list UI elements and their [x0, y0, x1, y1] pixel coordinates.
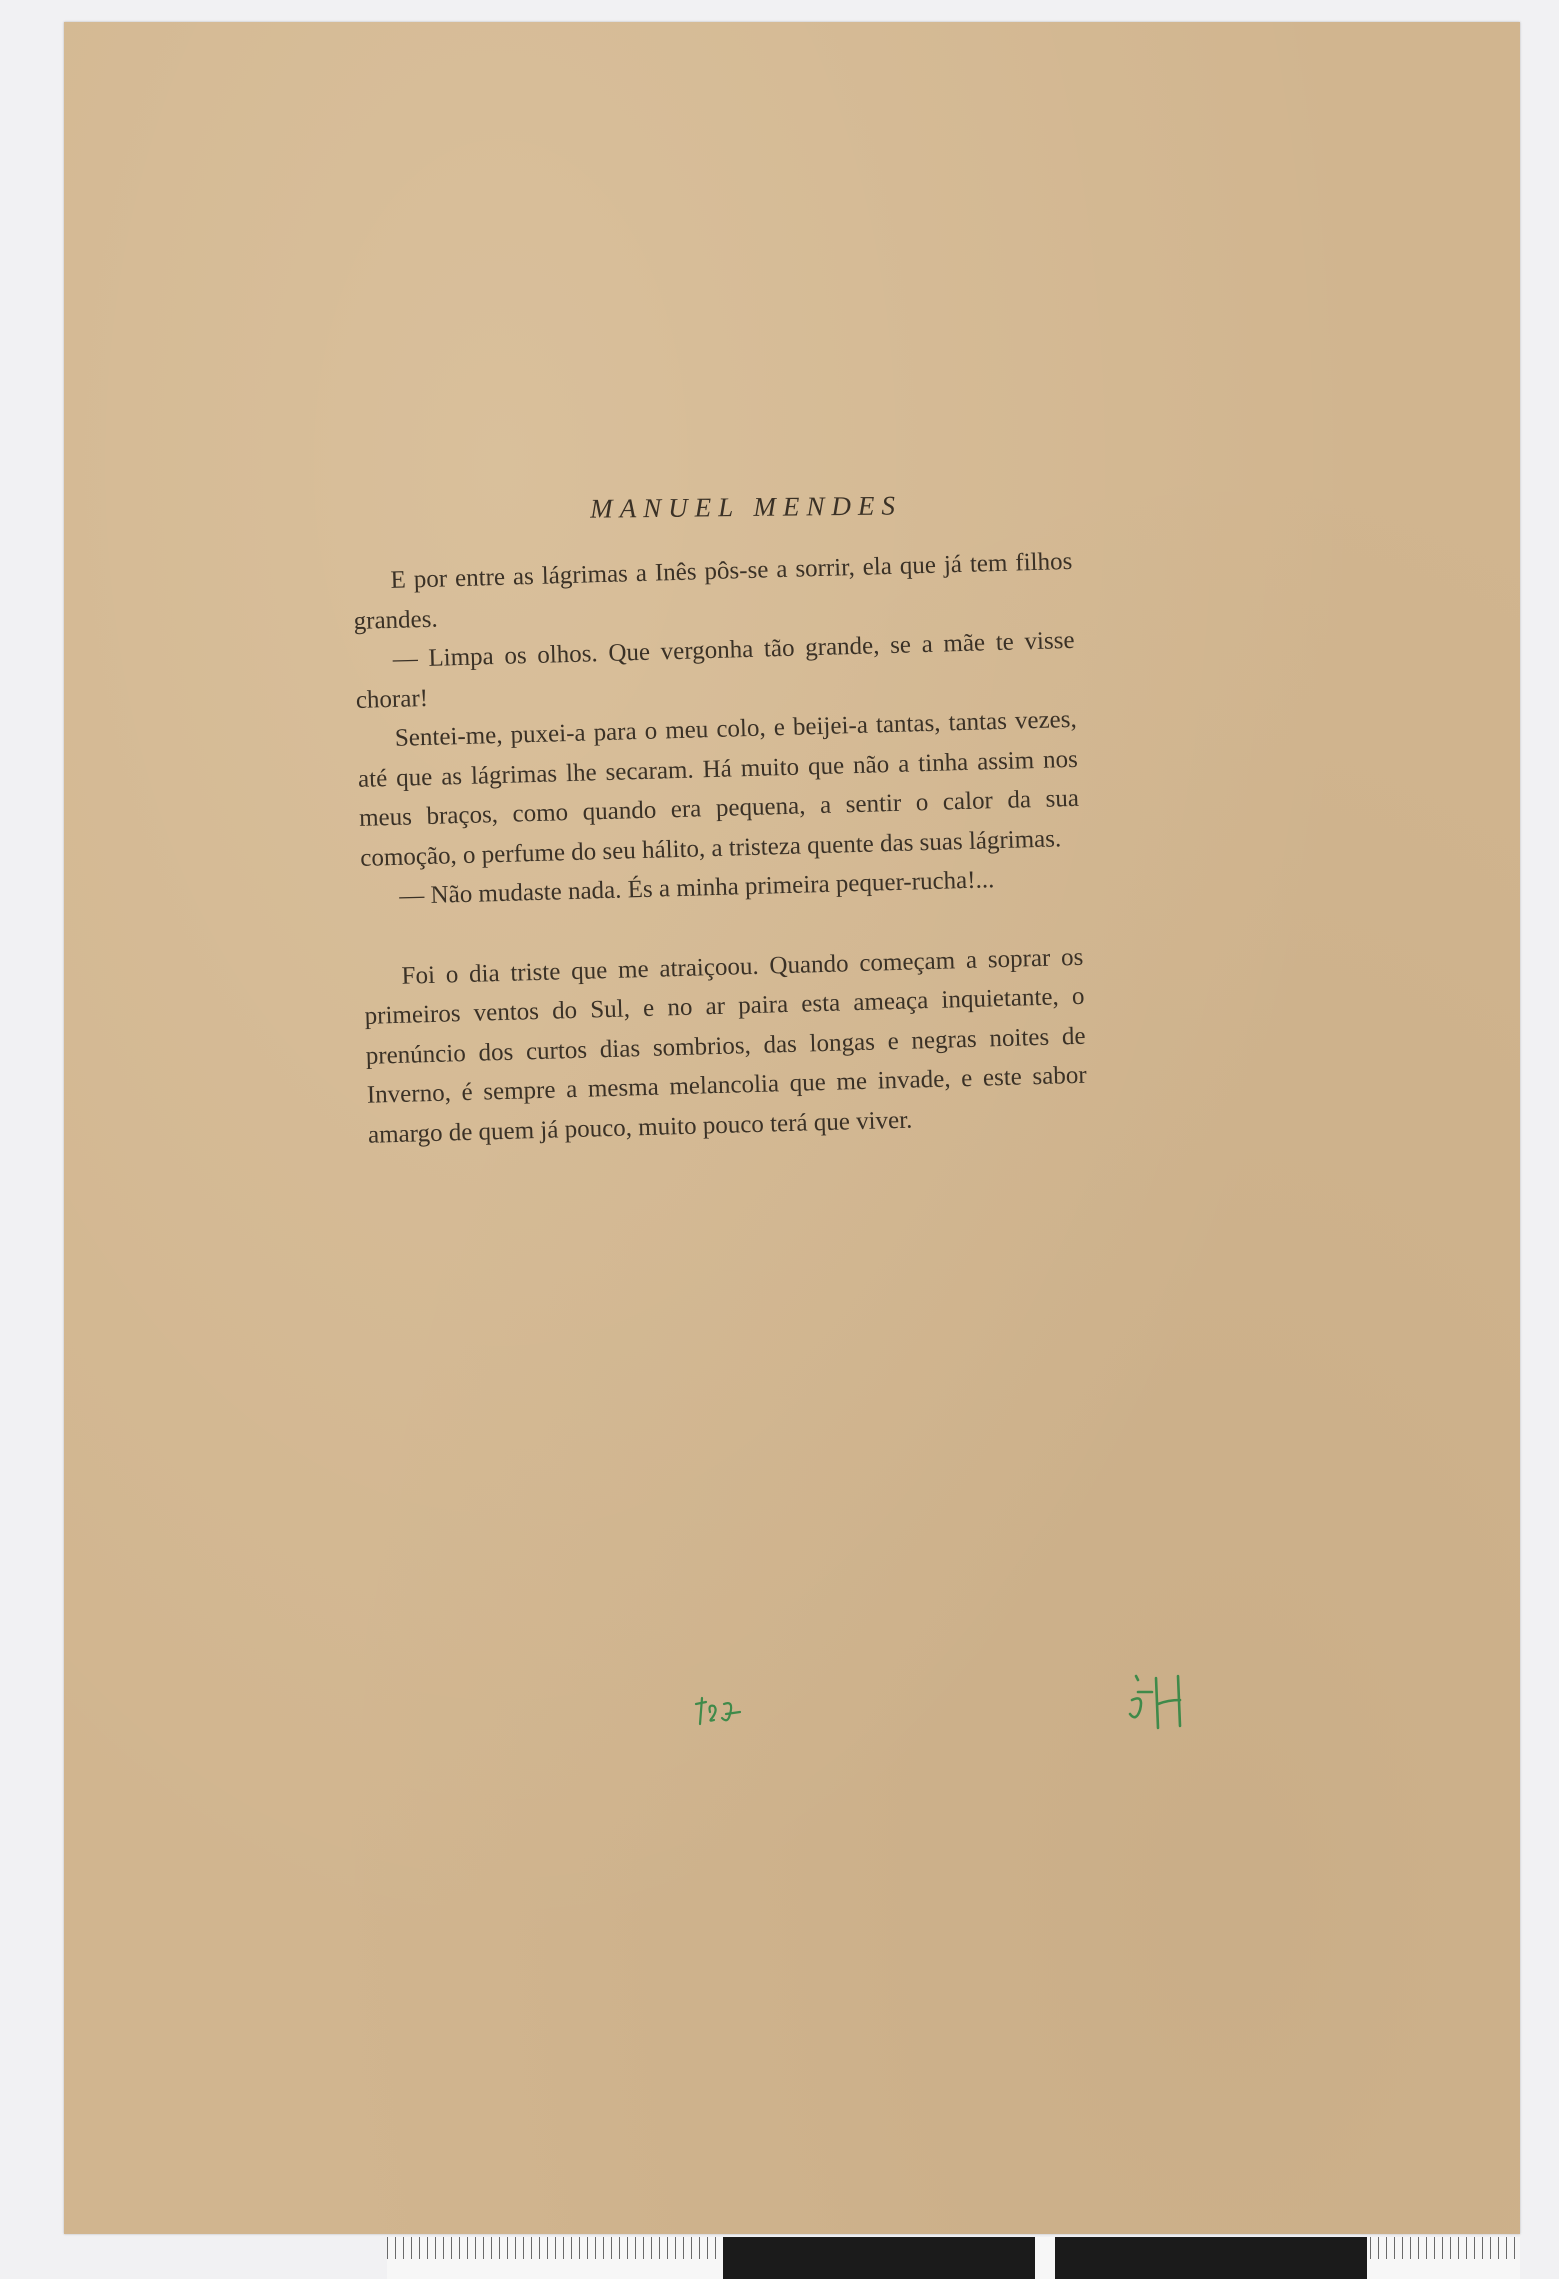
- color-bar: [1055, 2237, 1367, 2279]
- author-heading: MANUEL MENDES: [589, 490, 903, 524]
- handwritten-page-number-left: [694, 1690, 744, 1730]
- scale-ruler: [387, 2237, 1520, 2279]
- paragraph: E por entre as lágrimas a Inês pôs-se a sorrir, ela que já tem filhos grandes.: [353, 547, 1073, 635]
- paragraph: — Limpa os olhos. Que vergonha tão grande, se a mãe te visse chorar!: [355, 626, 1075, 714]
- ruler-ticks: [1370, 2237, 1520, 2259]
- document-page: [64, 22, 1520, 2234]
- body-text: [352, 542, 1088, 1155]
- paragraph: Foi o dia triste que me atraiçoou. Quando começam a soprar os primeiros ventos do Sul, e no ar paira esta ameaça inquietante, o prenúncio dos curtos dias sombrios, das longas e negras noites de Inverno, é sempre a mesma melancolia que me invade, e este sabor amargo de quem já pouco, muito pouco terá que viver.: [364, 943, 1087, 1149]
- paragraph: — Não mudaste nada. És a minha primeira pequer-rucha!...: [398, 866, 995, 910]
- color-bar: [723, 2237, 1035, 2279]
- handwritten-page-number-right: [1122, 1670, 1196, 1732]
- paragraph: Sentei-me, puxei-a para o meu colo, e beijei-a tantas, tantas vezes, até que as lágrimas lhe secaram. Há muito que não a tinha assim nos meus braços, como quando era pequena, a sentir o calor da sua comoção, o perfume do seu hálito, a tristeza quente das suas lágrimas.: [357, 705, 1080, 872]
- ruler-ticks: [387, 2237, 721, 2259]
